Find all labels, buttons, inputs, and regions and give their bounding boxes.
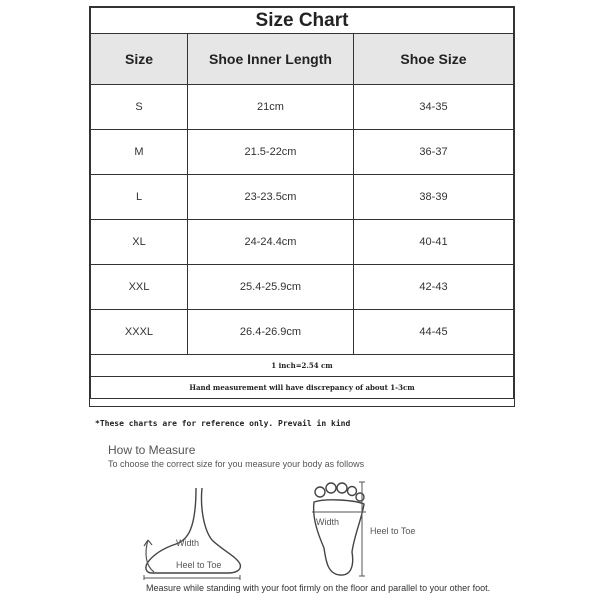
how-to-measure-title: How to Measure xyxy=(108,443,196,457)
table-row xyxy=(91,85,514,130)
inner-length-cell: 25.4-25.9cm xyxy=(188,265,354,310)
inner-length-cell: 23-23.5cm xyxy=(188,175,354,220)
measurement-discrepancy-note: Hand measurement will have discrepancy of about 1-3cm xyxy=(91,377,514,399)
inner-length-cell: 21cm xyxy=(188,85,354,130)
table-row xyxy=(91,265,514,310)
shoe-size-cell: 38-39 xyxy=(354,175,514,220)
foot-measurement-illustration xyxy=(140,478,470,580)
inner-length-cell: 24-24.4cm xyxy=(188,220,354,265)
size-cell: M xyxy=(91,130,188,175)
inner-length-cell: 21.5-22cm xyxy=(188,130,354,175)
table-row xyxy=(91,130,514,175)
size-cell: XXXL xyxy=(91,310,188,355)
header-size: Size xyxy=(91,34,188,85)
side-width-label: Width xyxy=(176,538,200,548)
shoe-size-cell: 34-35 xyxy=(354,85,514,130)
shoe-size-cell: 44-45 xyxy=(354,310,514,355)
inch-conversion-note: 1 inch=2.54 cm xyxy=(91,355,514,377)
table-row xyxy=(91,310,514,355)
size-cell: L xyxy=(91,175,188,220)
table-row xyxy=(91,175,514,220)
shoe-size-cell: 36-37 xyxy=(354,130,514,175)
size-cell: XL xyxy=(91,220,188,265)
inner-length-cell: 26.4-26.9cm xyxy=(188,310,354,355)
side-length-arrow xyxy=(144,575,240,580)
size-cell: XXL xyxy=(91,265,188,310)
measure-caption: Measure while standing with your foot firmly on the floor and parallel to your other foot. xyxy=(146,583,491,593)
size-cell: S xyxy=(91,85,188,130)
how-to-measure-subtitle: To choose the correct size for you measure your body as follows xyxy=(108,459,365,469)
side-heel-to-toe-label: Heel to Toe xyxy=(176,560,222,570)
table-row xyxy=(91,220,514,265)
chart-title: Size Chart xyxy=(91,8,514,34)
header-inner-length: Shoe Inner Length xyxy=(188,34,354,85)
top-width-label: Width xyxy=(316,517,340,527)
top-foot-icon xyxy=(314,483,364,575)
top-heel-to-toe-label: Heel to Toe xyxy=(370,526,416,536)
size-chart-table xyxy=(89,6,515,407)
reference-disclaimer: *These charts are for reference only. Prevail in kind xyxy=(95,419,351,428)
header-shoe-size: Shoe Size xyxy=(354,34,514,85)
shoe-size-cell: 42-43 xyxy=(354,265,514,310)
shoe-size-cell: 40-41 xyxy=(354,220,514,265)
